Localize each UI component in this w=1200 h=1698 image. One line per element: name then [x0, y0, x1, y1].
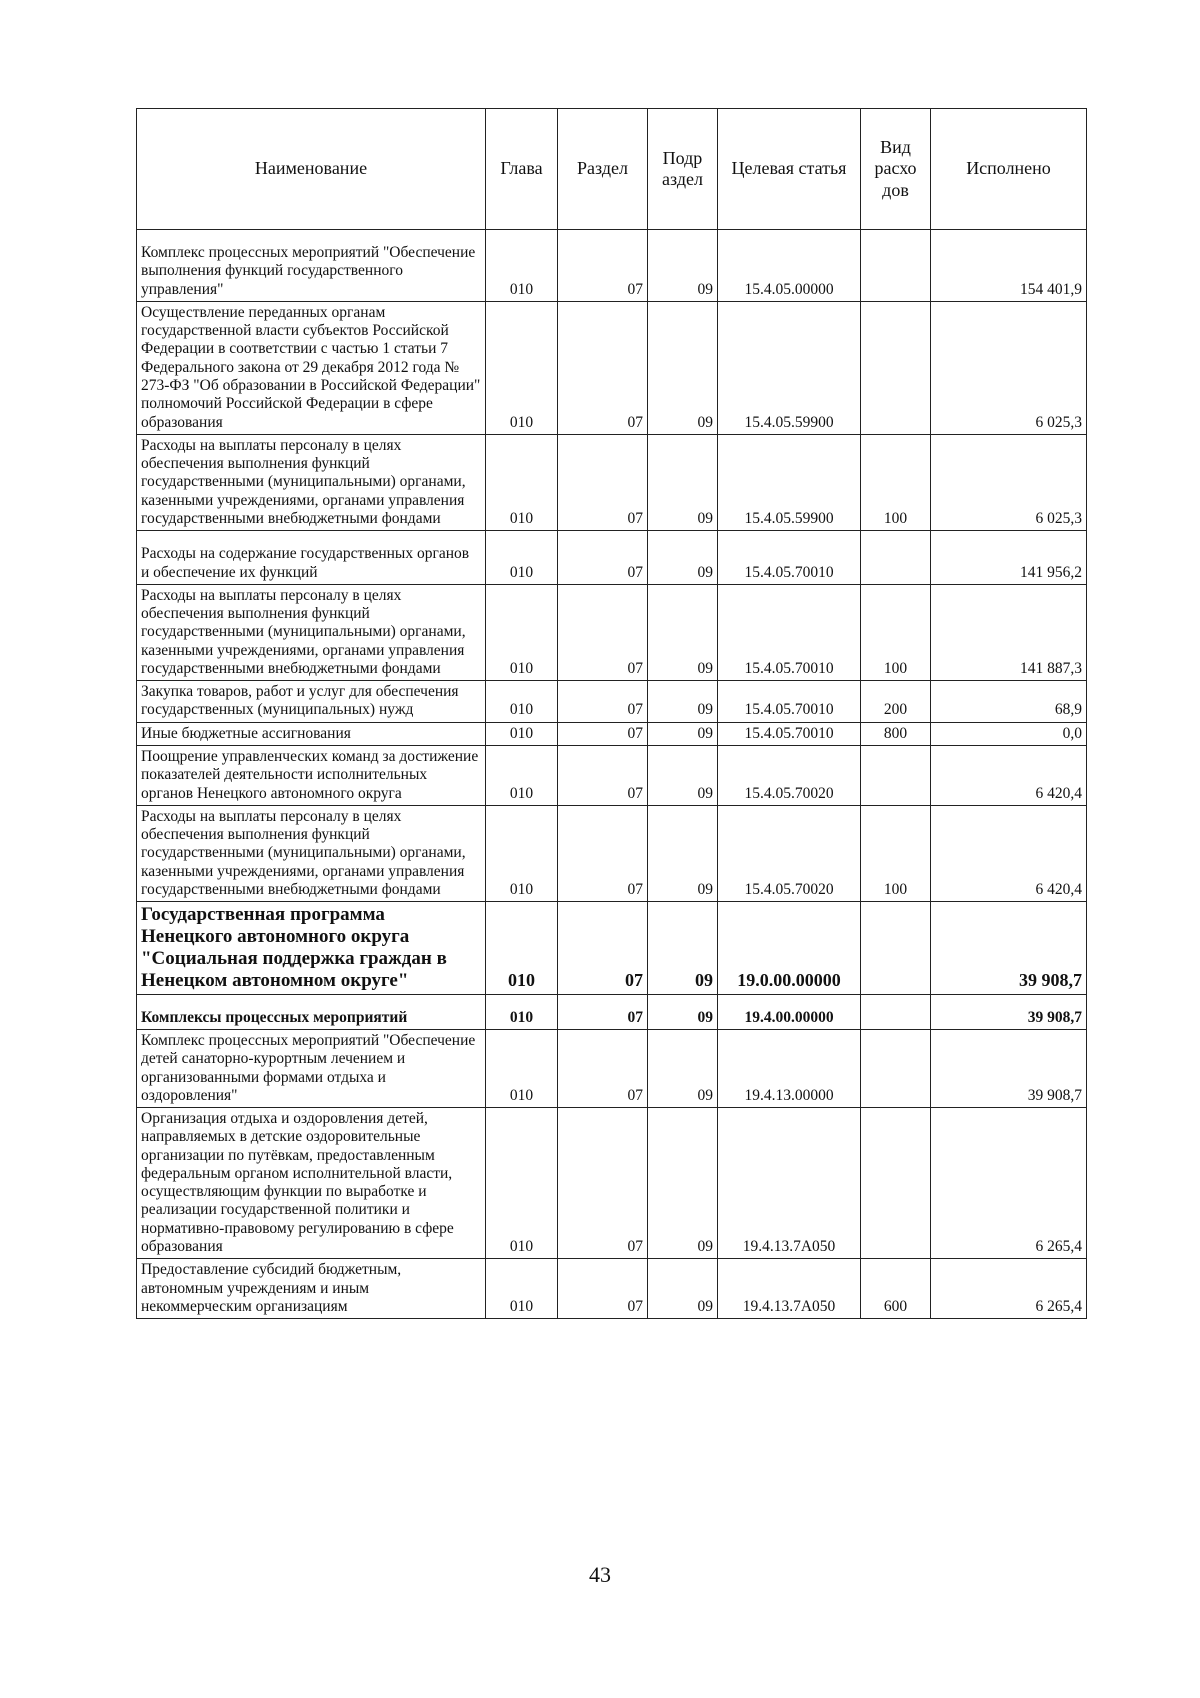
cell-name: Расходы на выплаты персоналу в целях обеспечения выполнения функций государственными (муниципальными) органами, казенными учреждениями, органами управления государственными внебюджетными фондами: [137, 434, 486, 530]
cell-podrazdel: 09: [648, 994, 718, 1029]
cell-razdel: 07: [558, 1108, 648, 1259]
cell-celevaya: 19.4.13.7А050: [718, 1259, 861, 1319]
cell-ispolneno: 39 908,7: [931, 902, 1087, 994]
table-row: [137, 230, 1087, 302]
cell-vid: 200: [861, 681, 931, 723]
table-body: [137, 230, 1087, 1319]
header-razdel: Раздел: [558, 109, 648, 230]
cell-vid: 100: [861, 584, 931, 680]
header-podrazdel: Подр аздел: [648, 109, 718, 230]
cell-celevaya: 19.4.13.00000: [718, 1029, 861, 1107]
cell-razdel: 07: [558, 531, 648, 585]
cell-celevaya: 15.4.05.70010: [718, 681, 861, 723]
cell-name: Осуществление переданных органам государственной власти субъектов Российской Федерации в соответствии с частью 1 статьи 7 Федерального закона от 29 декабря 2012 года № 273-ФЗ "Об образовании в Российской Федерации" полномочий Российской Федерации в сфере образования: [137, 301, 486, 434]
cell-podrazdel: 09: [648, 434, 718, 530]
table-row: [137, 1259, 1087, 1319]
cell-name: Организация отдыха и оздоровления детей, направляемых в детские оздоровительные организации по путёвкам, предоставленным федеральным органом исполнительной власти, осуществляющим функции по выработке и реализации государственной политики и нормативно-правовому регулированию в сфере образования: [137, 1108, 486, 1259]
cell-glava: 010: [486, 434, 558, 530]
cell-glava: 010: [486, 584, 558, 680]
cell-ispolneno: 6 265,4: [931, 1108, 1087, 1259]
table-row: [137, 1108, 1087, 1259]
cell-ispolneno: 6 420,4: [931, 746, 1087, 806]
cell-glava: 010: [486, 722, 558, 745]
cell-celevaya: 15.4.05.00000: [718, 230, 861, 302]
header-glava: Глава: [486, 109, 558, 230]
cell-podrazdel: 09: [648, 681, 718, 723]
cell-razdel: 07: [558, 434, 648, 530]
cell-vid: [861, 1029, 931, 1107]
table-row: [137, 722, 1087, 745]
cell-name: Комплексы процессных мероприятий: [137, 994, 486, 1029]
cell-razdel: 07: [558, 994, 648, 1029]
cell-name: Расходы на выплаты персоналу в целях обеспечения выполнения функций государственными (муниципальными) органами, казенными учреждениями, органами управления государственными внебюджетными фондами: [137, 805, 486, 901]
cell-vid: 100: [861, 805, 931, 901]
cell-ispolneno: 6 420,4: [931, 805, 1087, 901]
table-row: [137, 902, 1087, 994]
table-row: [137, 434, 1087, 530]
table-row: [137, 1029, 1087, 1107]
cell-glava: 010: [486, 805, 558, 901]
cell-celevaya: 19.4.00.00000: [718, 994, 861, 1029]
cell-razdel: 07: [558, 301, 648, 434]
table-row: [137, 584, 1087, 680]
table-row: [137, 681, 1087, 723]
cell-glava: 010: [486, 1259, 558, 1319]
cell-podrazdel: 09: [648, 902, 718, 994]
header-vid: Вид расхо дов: [861, 109, 931, 230]
cell-glava: 010: [486, 681, 558, 723]
cell-razdel: 07: [558, 746, 648, 806]
cell-podrazdel: 09: [648, 805, 718, 901]
cell-podrazdel: 09: [648, 230, 718, 302]
cell-celevaya: 15.4.05.70020: [718, 746, 861, 806]
cell-ispolneno: 6 025,3: [931, 434, 1087, 530]
cell-vid: [861, 301, 931, 434]
cell-name: Предоставление субсидий бюджетным, автономным учреждениям и иным некоммерческим организациям: [137, 1259, 486, 1319]
cell-vid: [861, 1108, 931, 1259]
cell-podrazdel: 09: [648, 301, 718, 434]
cell-ispolneno: 68,9: [931, 681, 1087, 723]
cell-razdel: 07: [558, 902, 648, 994]
cell-glava: 010: [486, 902, 558, 994]
cell-glava: 010: [486, 994, 558, 1029]
cell-podrazdel: 09: [648, 531, 718, 585]
cell-razdel: 07: [558, 230, 648, 302]
cell-name: Расходы на выплаты персоналу в целях обеспечения выполнения функций государственными (муниципальными) органами, казенными учреждениями, органами управления государственными внебюджетными фондами: [137, 584, 486, 680]
table-row: [137, 531, 1087, 585]
cell-razdel: 07: [558, 681, 648, 723]
cell-celevaya: 15.4.05.70010: [718, 722, 861, 745]
table-header-row: [137, 109, 1087, 230]
cell-glava: 010: [486, 230, 558, 302]
cell-celevaya: 15.4.05.70010: [718, 531, 861, 585]
cell-podrazdel: 09: [648, 1029, 718, 1107]
cell-name: Комплекс процессных мероприятий "Обеспечение выполнения функций государственного управления": [137, 230, 486, 302]
cell-ispolneno: 6 265,4: [931, 1259, 1087, 1319]
cell-celevaya: 19.0.00.00000: [718, 902, 861, 994]
header-ispolneno: Исполнено: [931, 109, 1087, 230]
cell-glava: 010: [486, 1108, 558, 1259]
table-row: [137, 746, 1087, 806]
cell-vid: [861, 746, 931, 806]
table-row: [137, 301, 1087, 434]
budget-table: [136, 108, 1087, 1319]
cell-podrazdel: 09: [648, 722, 718, 745]
cell-celevaya: 19.4.13.7А050: [718, 1108, 861, 1259]
cell-podrazdel: 09: [648, 1108, 718, 1259]
header-name: Наименование: [137, 109, 486, 230]
cell-vid: [861, 230, 931, 302]
cell-glava: 010: [486, 531, 558, 585]
cell-glava: 010: [486, 746, 558, 806]
cell-razdel: 07: [558, 722, 648, 745]
cell-name: Государственная программа Ненецкого автономного округа "Социальная поддержка граждан в Ненецком автономном округе": [137, 902, 486, 994]
cell-razdel: 07: [558, 1029, 648, 1107]
cell-vid: [861, 531, 931, 585]
cell-ispolneno: 39 908,7: [931, 1029, 1087, 1107]
cell-celevaya: 15.4.05.70010: [718, 584, 861, 680]
cell-ispolneno: 6 025,3: [931, 301, 1087, 434]
cell-name: Иные бюджетные ассигнования: [137, 722, 486, 745]
cell-ispolneno: 39 908,7: [931, 994, 1087, 1029]
cell-vid: 800: [861, 722, 931, 745]
cell-ispolneno: 141 956,2: [931, 531, 1087, 585]
cell-name: Комплекс процессных мероприятий "Обеспечение детей санаторно-курортным лечением и организованными формами отдыха и оздоровления": [137, 1029, 486, 1107]
cell-podrazdel: 09: [648, 746, 718, 806]
table-row: [137, 805, 1087, 901]
cell-razdel: 07: [558, 584, 648, 680]
cell-glava: 010: [486, 1029, 558, 1107]
cell-ispolneno: 141 887,3: [931, 584, 1087, 680]
header-celevaya: Целевая статья: [718, 109, 861, 230]
cell-celevaya: 15.4.05.59900: [718, 301, 861, 434]
cell-name: Поощрение управленческих команд за достижение показателей деятельности исполнительных органов Ненецкого автономного округа: [137, 746, 486, 806]
cell-ispolneno: 154 401,9: [931, 230, 1087, 302]
cell-vid: 100: [861, 434, 931, 530]
cell-podrazdel: 09: [648, 1259, 718, 1319]
cell-celevaya: 15.4.05.70020: [718, 805, 861, 901]
cell-podrazdel: 09: [648, 584, 718, 680]
cell-ispolneno: 0,0: [931, 722, 1087, 745]
cell-celevaya: 15.4.05.59900: [718, 434, 861, 530]
cell-vid: [861, 994, 931, 1029]
page-number: 43: [589, 1562, 611, 1587]
cell-razdel: 07: [558, 805, 648, 901]
cell-name: Закупка товаров, работ и услуг для обеспечения государственных (муниципальных) нужд: [137, 681, 486, 723]
cell-name: Расходы на содержание государственных органов и обеспечение их функций: [137, 531, 486, 585]
cell-vid: [861, 902, 931, 994]
cell-glava: 010: [486, 301, 558, 434]
table-row: [137, 994, 1087, 1029]
cell-vid: 600: [861, 1259, 931, 1319]
cell-razdel: 07: [558, 1259, 648, 1319]
